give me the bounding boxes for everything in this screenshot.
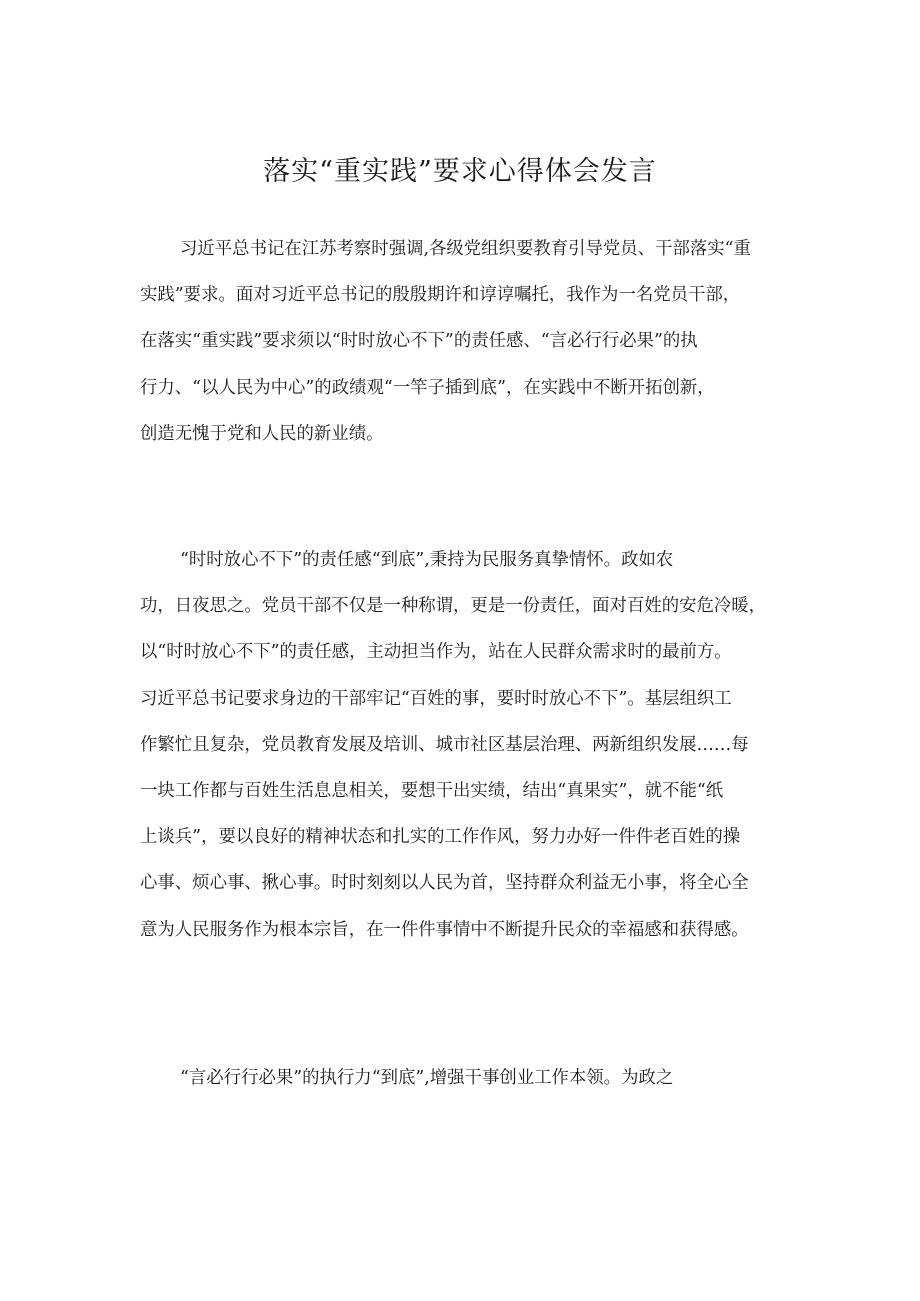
paragraph-line: 作繁忙且复杂，党员教育发展及培训、城市社区基层治理、两新组织发展……每 [140,734,749,755]
paragraph-line: 心事、烦心事、揪心事。时时刻刻以人民为首，坚持群众利益无小事，将全心全 [140,873,749,894]
paragraph-line: 创造无愧于党和人民的新业绩。 [140,423,384,444]
paragraph-line: 行力、“以人民为中心”的政绩观“一竿子插到底”，在实践中不断开拓创新， [140,377,715,398]
paragraph-line: “言必行行必果”的执行力“到底”,增强干事创业工作本领。为政之 [180,1068,674,1088]
paragraph-line: 上谈兵”，要以良好的精神状态和扎实的工作作风，努力办好一件件老百姓的操 [140,827,741,848]
paragraph-2 [140,537,796,953]
paragraph-line: 功，日夜思之。党员干部不仅是一种称谓，更是一份责任，面对百姓的安危冷暖， [140,596,767,617]
paragraph-line: 以“时时放心不下”的责任感，主动担当作为，站在人民群众需求时的最前方。 [140,642,732,663]
paragraph-line: 实践”要求。面对习近平总书记的殷殷期许和谆谆嘱托，我作为一名党员干部， [140,285,741,306]
paragraph-3 [140,1055,796,1101]
paragraph-line: “时时放心不下”的责任感“到底”,秉持为民服务真挚情怀。政如农 [180,550,674,570]
paragraph-line: 意为人民服务作为根本宗旨，在一件件事情中不断提升民众的幸福感和获得感。 [140,919,749,940]
paragraph-line: 习近平总书记在江苏考察时强调,各级党组织要教育引导党员、干部落实“重 [180,239,751,259]
paragraph-1 [140,226,796,457]
document-title: 落实“重实践”要求心得体会发言 [263,156,657,187]
paragraph-line: 在落实“重实践”要求须以“时时放心不下”的责任感、“言必行行必果”的执 [140,331,698,352]
paragraph-line: 一块工作都与百姓生活息息相关，要想干出实绩，结出“真果实”，就不能“纸 [140,780,724,801]
paragraph-line: 习近平总书记要求身边的干部牢记“百姓的事，要时时放心不下”。基层组织工 [140,688,732,709]
